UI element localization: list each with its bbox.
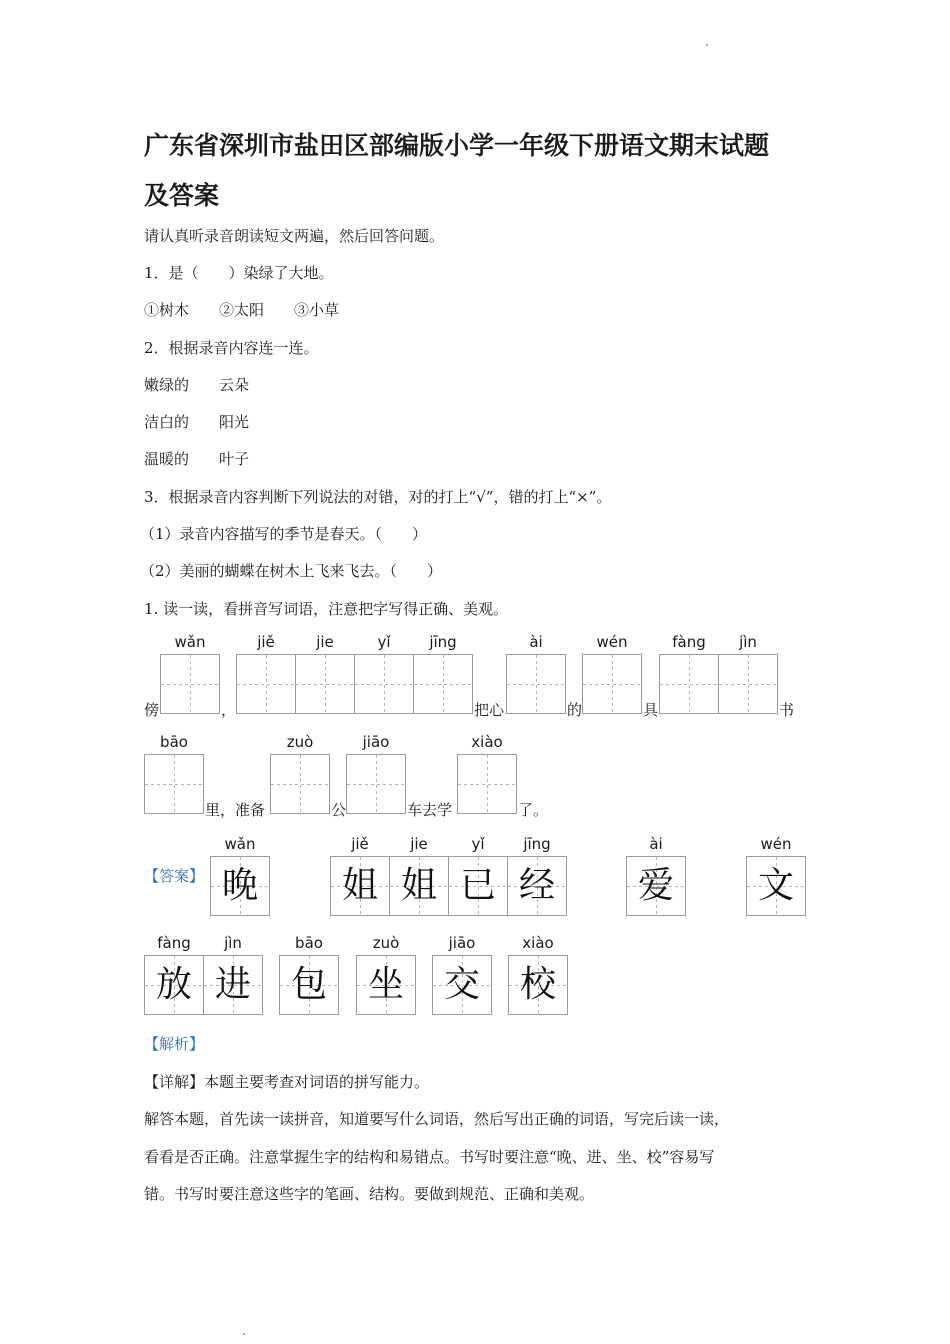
answer-char: 放 bbox=[155, 964, 192, 1005]
answer-grid bbox=[279, 955, 339, 1015]
q3-stem: 3．根据录音内容判断下列说法的对错，对的打上“√”，错的打上“×”。 bbox=[144, 488, 612, 506]
pinyin-label: jìn bbox=[739, 633, 757, 651]
analysis-paragraph: 错。书写时要注意这些字的笔画、结构。要做到规范、正确和美观。 bbox=[144, 1185, 595, 1203]
pinyin-label: ài bbox=[529, 633, 543, 651]
answer-grid bbox=[144, 955, 263, 1015]
q2-stem: 2．根据录音内容连一连。 bbox=[144, 339, 319, 357]
q1-options: ①树木 ②太阳 ③小草 bbox=[144, 301, 340, 319]
pinyin-label: ài bbox=[649, 835, 663, 853]
pinyin-label: fàng bbox=[672, 633, 706, 651]
answer-label: 【答案】 bbox=[144, 867, 205, 885]
pinyin-label: yǐ bbox=[377, 633, 391, 651]
question-text: 里，准备 bbox=[205, 801, 266, 819]
pinyin-label: bāo bbox=[160, 733, 188, 751]
pinyin-label: jīng bbox=[429, 633, 457, 651]
q2-row: 洁白的 阳光 bbox=[144, 413, 250, 431]
answer-char: 文 bbox=[757, 865, 794, 906]
q2-row: 温暖的 叶子 bbox=[144, 450, 250, 468]
writing-grid[interactable] bbox=[270, 754, 330, 814]
answer-char: 已 bbox=[459, 865, 496, 906]
question-text: 车去学 bbox=[407, 801, 453, 819]
answer-char: 晚 bbox=[221, 865, 258, 906]
answer-char: 校 bbox=[519, 964, 556, 1005]
pinyin-label: wén bbox=[760, 835, 792, 853]
answer-grid bbox=[746, 856, 806, 916]
writing-grid[interactable] bbox=[346, 754, 406, 814]
page-title-line1: 广东省深圳市盐田区部编版小学一年级下册语文期末试题 bbox=[144, 131, 770, 160]
answer-char: 交 bbox=[443, 964, 480, 1005]
answer-grid bbox=[432, 955, 492, 1015]
pinyin-label: jie bbox=[410, 835, 428, 853]
page-title-line2: 及答案 bbox=[144, 181, 220, 210]
pinyin-label: yǐ bbox=[471, 835, 485, 853]
analysis-paragraph: 解答本题，首先读一读拼音，知道要写什么词语，然后写出正确的词语，写完后读一读， bbox=[144, 1110, 730, 1128]
pinyin-label: fàng bbox=[157, 934, 191, 952]
answer-char: 经 bbox=[518, 865, 555, 906]
question-text: 公 bbox=[331, 801, 347, 819]
answer-char: 坐 bbox=[367, 964, 404, 1005]
pinyin-label: wǎn bbox=[224, 835, 256, 853]
pinyin-label: wǎn bbox=[174, 633, 206, 651]
writing-grid[interactable] bbox=[457, 754, 517, 814]
analysis-label: 【解析】 bbox=[144, 1035, 205, 1053]
writing-grid[interactable] bbox=[160, 654, 220, 714]
answer-grid bbox=[626, 856, 686, 916]
answer-grid bbox=[330, 856, 567, 916]
answer-char: 进 bbox=[214, 964, 251, 1005]
pinyin-label: jīng bbox=[523, 835, 551, 853]
corner-dot-top bbox=[706, 44, 708, 46]
analysis-paragraph: 看看是否正确。注意掌握生字的结构和易错点。书写时要注意“晚、进、坐、校”容易写 bbox=[144, 1148, 715, 1166]
question-text: ， bbox=[221, 701, 237, 719]
pinyin-label: zuò bbox=[286, 733, 314, 751]
intro-text: 请认真听录音朗读短文两遍，然后回答问题。 bbox=[144, 227, 445, 245]
pinyin-label: jiāo bbox=[362, 733, 390, 751]
writing-grid[interactable] bbox=[236, 654, 473, 714]
question-text: 把心 bbox=[474, 701, 505, 719]
question-text: 了。 bbox=[518, 801, 549, 819]
answer-grid bbox=[210, 856, 270, 916]
q3-item: （1）录音内容描写的季节是春天。（ ） bbox=[140, 525, 428, 543]
q3-item: （2）美丽的蝴蝶在树木上飞来飞去。（ ） bbox=[140, 562, 443, 580]
question-text: 书 bbox=[779, 701, 795, 719]
pinyin-label: wén bbox=[596, 633, 628, 651]
pinyin-label: xiào bbox=[522, 934, 554, 952]
pinyin-label: jìn bbox=[224, 934, 242, 952]
analysis-detail: 【详解】本题主要考查对词语的拼写能力。 bbox=[144, 1073, 430, 1091]
pinyin-label: jiāo bbox=[448, 934, 476, 952]
pinyin-label: zuò bbox=[372, 934, 400, 952]
corner-dot-bottom bbox=[243, 1333, 245, 1335]
writing-grid[interactable] bbox=[659, 654, 778, 714]
q4-stem: 1. 读一读，看拼音写词语，注意把字写得正确、美观。 bbox=[144, 600, 509, 618]
pinyin-label: jiě bbox=[351, 835, 369, 853]
question-text: 具 bbox=[643, 701, 659, 719]
pinyin-label: bāo bbox=[295, 934, 323, 952]
pinyin-label: jie bbox=[316, 633, 334, 651]
question-text: 的 bbox=[567, 701, 583, 719]
answer-grid bbox=[356, 955, 416, 1015]
answer-char: 姐 bbox=[400, 865, 437, 906]
pinyin-label: jiě bbox=[257, 633, 275, 651]
writing-grid[interactable] bbox=[582, 654, 642, 714]
q1-stem: 1．是（ ）染绿了大地。 bbox=[144, 264, 334, 282]
writing-grid[interactable] bbox=[144, 754, 204, 814]
writing-grid[interactable] bbox=[506, 654, 566, 714]
question-text: 傍 bbox=[144, 701, 160, 719]
answer-char: 爱 bbox=[637, 865, 674, 906]
pinyin-label: xiào bbox=[471, 733, 503, 751]
answer-grid bbox=[508, 955, 568, 1015]
answer-char: 姐 bbox=[341, 865, 378, 906]
answer-char: 包 bbox=[290, 964, 327, 1005]
q2-row: 嫩绿的 云朵 bbox=[144, 376, 250, 394]
